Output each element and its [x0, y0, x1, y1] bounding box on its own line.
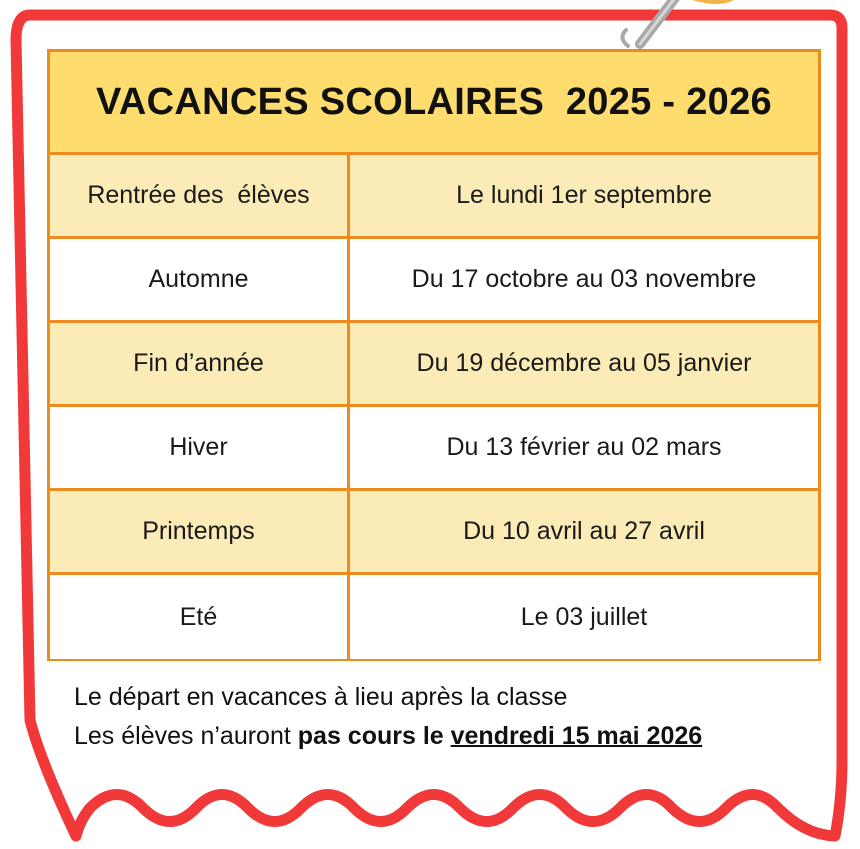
- period-label: Hiver: [50, 407, 350, 488]
- note-no-class-prefix: Les élèves n’auront: [74, 722, 298, 750]
- note-no-class: [74, 717, 702, 756]
- table-header: [50, 52, 818, 155]
- page-title: VACANCES SCOLAIRES 2025 - 2026: [96, 80, 772, 123]
- table-row: [50, 575, 818, 659]
- note-no-class-date: vendredi 15 mai 2026: [450, 722, 703, 750]
- period-dates: Du 13 février au 02 mars: [446, 433, 722, 461]
- vacation-schedule-table: [47, 49, 821, 661]
- period-label: Rentrée des élèves: [50, 155, 350, 236]
- note-departure: Le départ en vacances à lieu après la classe: [74, 683, 568, 711]
- table-row: [50, 239, 818, 323]
- table-row: [50, 323, 818, 407]
- period-label: Eté: [50, 575, 350, 659]
- footnotes: [74, 678, 702, 756]
- note-no-class-emphasis: pas cours le: [297, 722, 444, 750]
- period-label: Fin d’année: [50, 323, 350, 404]
- period-label: Automne: [50, 239, 350, 320]
- period-dates: Le lundi 1er septembre: [456, 181, 712, 209]
- period-label: Printemps: [50, 491, 350, 572]
- table-row: [50, 491, 818, 575]
- period-dates: Du 19 décembre au 05 janvier: [416, 349, 752, 377]
- period-dates: Le 03 juillet: [520, 602, 648, 631]
- period-dates: Du 17 octobre au 03 novembre: [411, 265, 757, 293]
- table-row: [50, 407, 818, 491]
- period-dates: Du 10 avril au 27 avril: [463, 517, 705, 545]
- table-row: [50, 155, 818, 239]
